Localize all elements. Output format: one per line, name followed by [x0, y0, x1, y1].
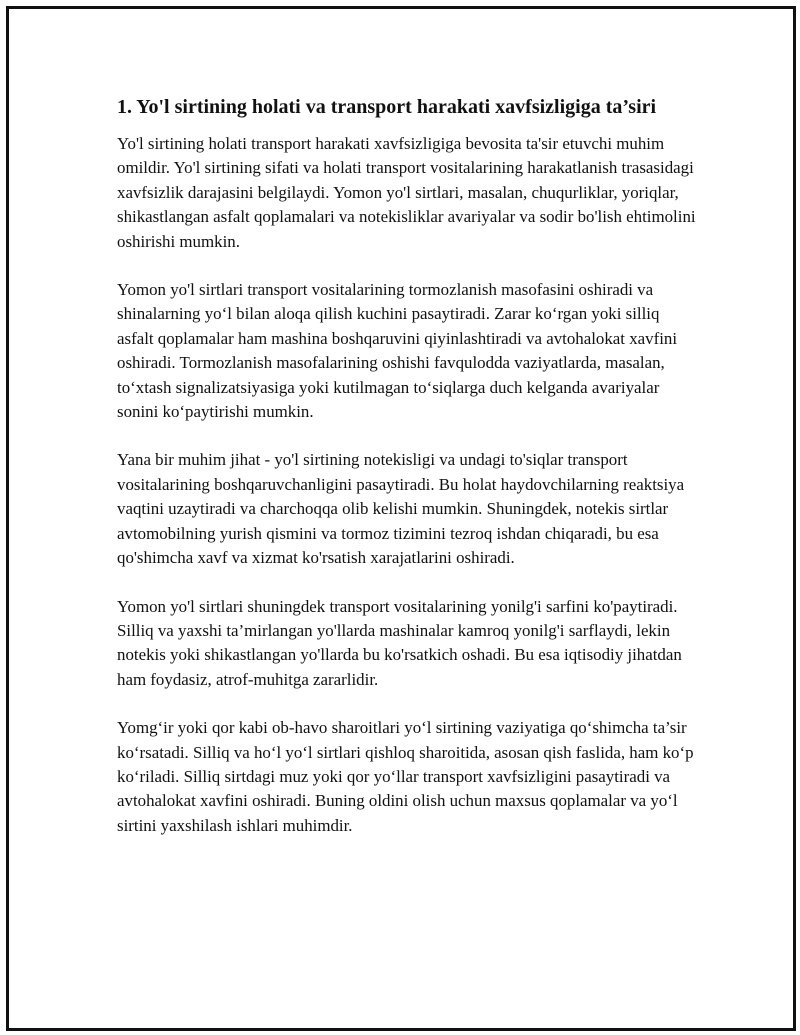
paragraph-4: Yomon yo'l sirtlari shuningdek transport vositalarining yonilg'i sarfini ko'paytiradi. Silliq va yaxshi ta’mirlangan yo'llarda mashinalar kamroq yonilg'i sarflaydi, lekin notekis yoki shikastlangan yo'llarda bu ko'rsatkich oshadi. Bu esa iqtisodiy jihatdan ham foydasiz, atrof-muhitga zararlidir. [117, 596, 682, 689]
section-heading: 1. Yo'l sirtining holati va transport harakati xavfsizligiga ta’siri [117, 96, 657, 118]
document-body [117, 94, 697, 862]
paragraph-3: Yana bir muhim jihat - yo'l sirtining notekisligi va undagi to'siqlar transport vositalarining boshqaruvchanligini pasaytiradi. Bu holat haydovchilarning reaktsiya vaqtini uzaytiradi va charchoqqa olib kelishi mumkin. Shuningdek, notekis sirtlar avtomobilning yurish qismini va tormoz tizimini tezroq ishdan chiqaradi, bu esa qo'shimcha xavf va xizmat ko'rsatish xarajatlarini oshiradi. [117, 450, 685, 568]
paragraph-5: Yomg‘ir yoki qor kabi ob-havo sharoitlari yo‘l sirtining vaziyatiga qo‘shimcha ta’sir ko‘rsatadi. Silliq va ho‘l yo‘l sirtlari qishloq sharoitida, asosan qish faslida, ham ko‘p ko‘riladi. Silliq sirtdagi muz yoki qor yo‘llar transport xavfsizligini pasaytiradi va avtohalokat xavfini oshiradi. Buning oldini olish uchun maxsus qoplamalar va yo‘l sirtini yaxshilash ishlari muhimdir. [117, 718, 694, 835]
paragraph-1: Yo'l sirtining holati transport harakati xavfsizligiga bevosita ta'sir etuvchi muhim omildir. Yo'l sirtining sifati va holati transport vositalarining harakatlanish trasasidagi xavfsizlik darajasini belgilaydi. Yomon yo'l sirtlari, masalan, chuqurliklar, yoriqlar, shikastlangan asfalt qoplamalari va notekisliklar avariyalar va sodir bo'lish ehtimolini oshirishi mumkin. [117, 134, 696, 251]
paragraph-2: Yomon yo'l sirtlari transport vositalarining tormozlanish masofasini oshiradi va shinalarning yo‘l bilan aloqa qilish kuchini pasaytiradi. Zarar ko‘rgan yoki silliq asfalt qoplamalar ham mashina boshqaruvini qiyinlashtiradi va avtohalokat xavfini oshiradi. Tormozlanish masofalarining oshishi favqulodda vaziyatlarda, masalan, to‘xtash signalizatsiyasiga yoki kutilmagan to‘siqlarga duch kelganda avariyalar sonini ko‘paytirishi mumkin. [117, 280, 678, 422]
